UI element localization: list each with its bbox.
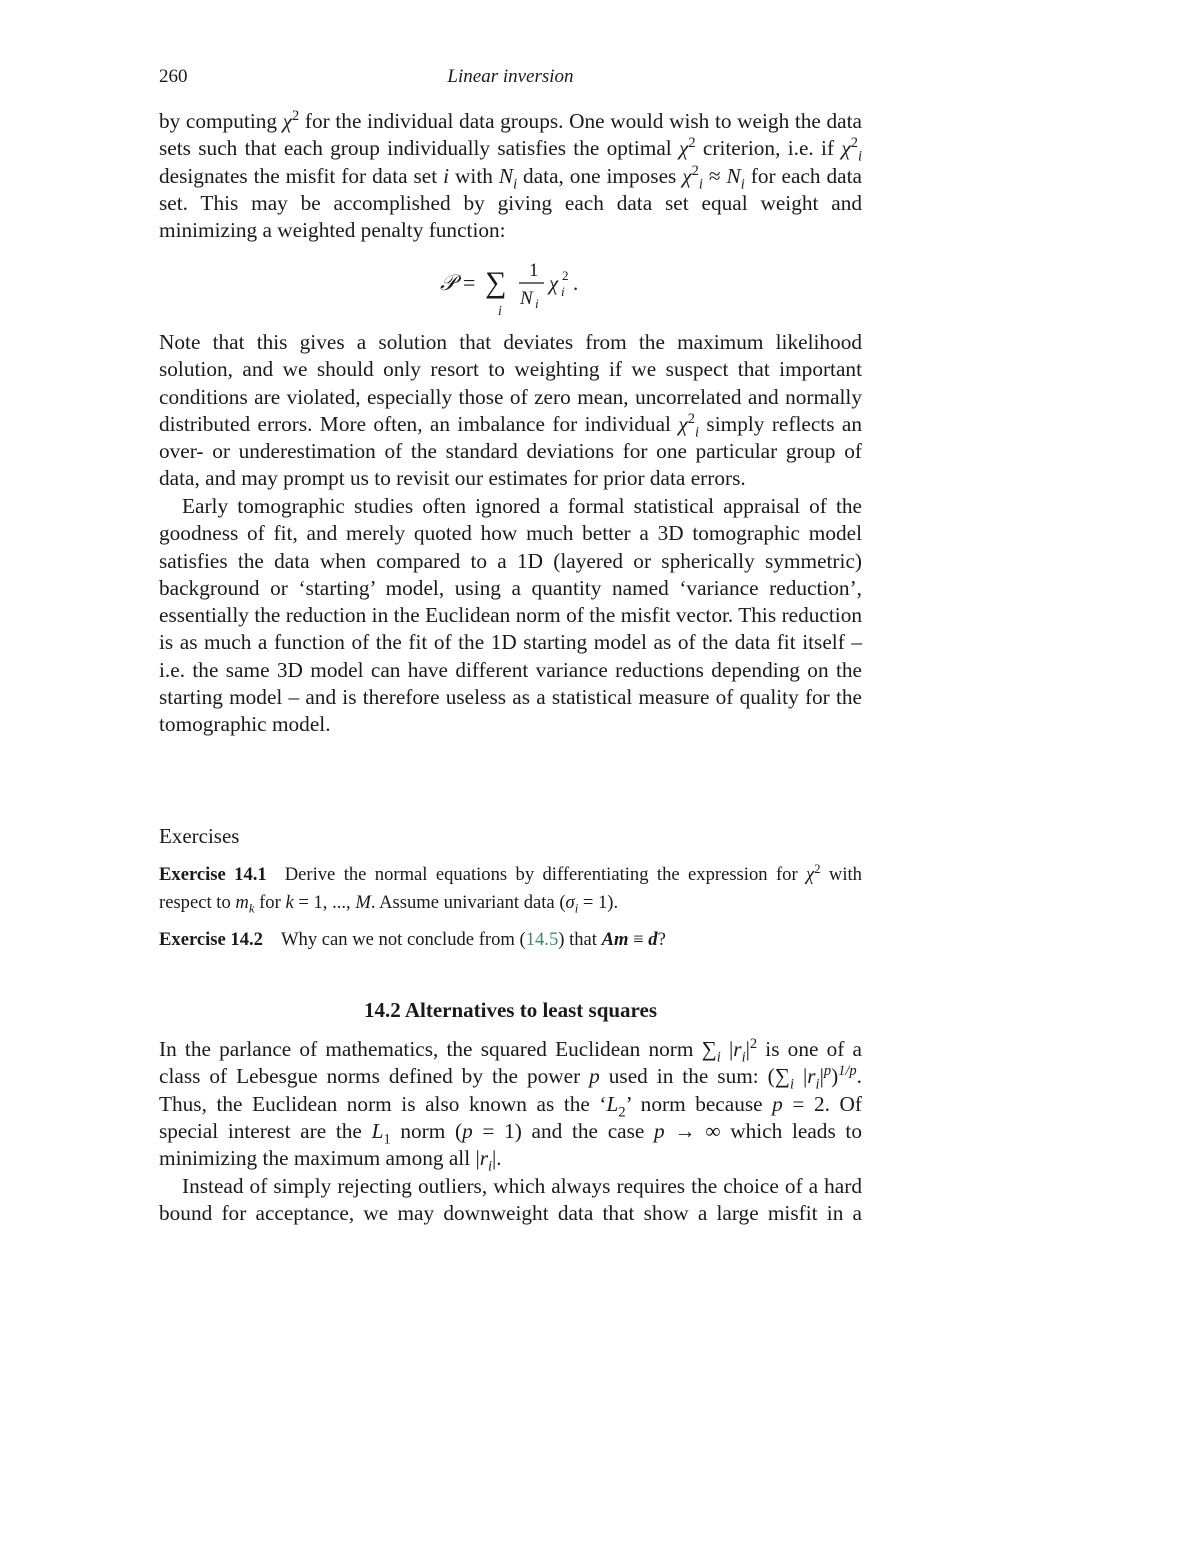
equation-reference-link[interactable]: 14.5 — [525, 929, 559, 950]
paragraph-lebesgue-norms — [159, 1035, 862, 1175]
section-heading: 14.2 Alternatives to least squares — [363, 998, 657, 1022]
paragraph-text: Early tomographic studies often ignored a formal statistical appraisal of the goodness of fit, and merely quoted how much better a 3D tomographic model satisfies the data when compared to a 1D (layered or spherically symmetric) background or ‘starting’ model, using a quantity named ‘variance reduction’, essentially the reduction in the Euclidean norm of the misfit vector. This reduction is as much a function of the fit of the 1D starting model as of the data fit itself – i.e. the same 3D model can have different variance reductions depending on the starting model – and is therefore useless as a statistical measure of quality for the tomographic model. — [159, 494, 862, 737]
exercise-label: Exercise 14.2 — [159, 929, 263, 950]
equation-chi-superscript: 2 — [562, 268, 569, 283]
equation-equals: = — [463, 270, 476, 295]
paragraph-text: In the parlance of mathematics, the squared Euclidean norm $\sum_i$ $|r_i|^2$ is one of a class of Lebesgue norms defined by the power p used in the sum: ($\sum_i$ $|r_i|^p)^{1/p}$. Thus, the Euclidean norm is also known as the ‘$L_2$’ norm because p = 2. Of special interest are the $L_1$ norm (p = 1) and the case p → ∞ which leads to minimizing the maximum among all $|r_i|$. — [159, 1035, 862, 1175]
paragraph-text: by computing $\chi^2$ for the individual data groups. One would wish to weigh the data sets such that each group individually satisfies the optimal $\chi^2$ criterion, i.e. if $\chi^2_i$ designates the misfit for data set i with $N_i$ data, one imposes $\chi^2_i \approx N_i$ for each data set. This may be accomplished by giving each data set equal weight and minimizing a weighted penalty function: — [159, 107, 862, 243]
equation-chi: χ — [549, 271, 559, 295]
equation-sum-index: i — [498, 304, 502, 319]
equation-sum-sign: ∑ — [485, 266, 507, 299]
equation-denominator: N — [520, 288, 533, 309]
equation-svg — [159, 256, 862, 320]
paragraph-text: Note that this gives a solution that deviates from the maximum likelihood solution, and we should only resort to weighting if we suspect that important conditions are violated, especially those of zero mean, uncorrelated and normally distributed errors. More often, an imbalance for individual $\chi^2_i$ simply reflects an over- or underestimation of the standard deviations for one particular group of data, and may prompt us to revisit our estimates for prior data errors. — [159, 330, 862, 491]
running-title: Linear inversion — [447, 66, 574, 87]
paragraph-outliers — [159, 1173, 862, 1228]
penalty-function-equation — [159, 256, 862, 320]
equation-chi-subscript: i — [561, 284, 565, 299]
equation-lhs: 𝒫 — [440, 270, 456, 295]
paragraph-weighting-note — [159, 329, 862, 493]
paragraph-chi-squared-groups — [159, 108, 862, 244]
exercise-14-1: Exercise 14.1 Derive the normal equations by differentiating the expression for $\chi^2$ with respect to $m_k$ for k = 1, ..., M. Assume univariant data $(\sigma_i = 1)$. — [159, 861, 862, 916]
paragraph-variance-reduction — [159, 493, 862, 739]
paragraph-text: Instead of simply rejecting outliers, which always requires the choice of a hard bound for acceptance, we may downweight data that show a large misfit in a — [159, 1174, 862, 1226]
exercise-label: Exercise 14.1 — [159, 864, 267, 885]
exercises-heading: Exercises — [159, 824, 240, 848]
running-head — [159, 66, 862, 92]
exercise-14-2: Exercise 14.2 Why can we not conclude from (14.5) that Am ≡ d? — [159, 929, 666, 950]
equation-period: . — [573, 271, 579, 295]
equation-numerator: 1 — [529, 260, 539, 281]
equation-denominator-subscript: i — [535, 296, 539, 311]
page-number: 260 — [159, 66, 188, 87]
